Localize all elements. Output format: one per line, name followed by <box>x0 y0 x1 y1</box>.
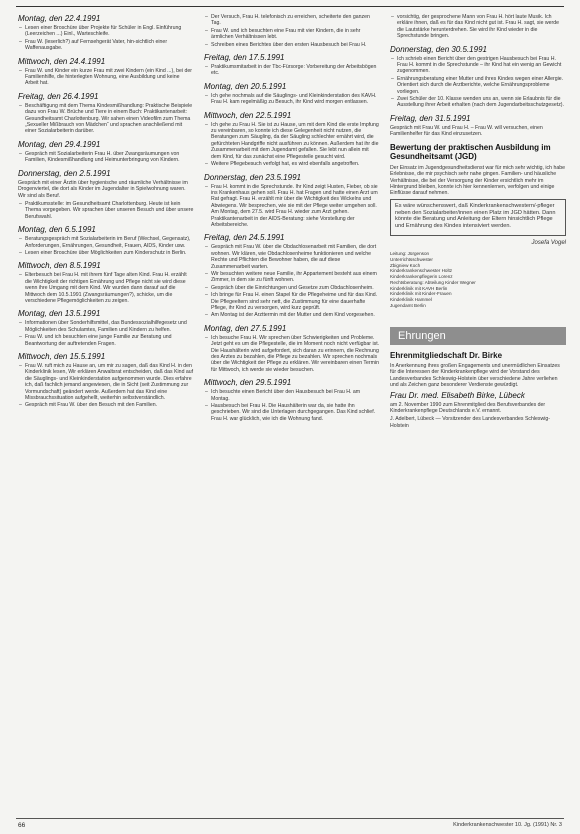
diary-entry <box>390 14 566 40</box>
column-left <box>18 14 194 414</box>
entry-date: Mittwoch, den 22.5.1991 <box>204 110 292 120</box>
entry-date: Freitag, den 24.5.1991 <box>204 233 285 243</box>
diary-entry <box>390 45 566 109</box>
credit-line: Kinderkrankenschwester Holtz <box>390 268 453 274</box>
diary-entry <box>18 92 194 135</box>
entry-item: – Schreiben eines Berichtes über den ersten Hausbesuch bei Frau H. <box>211 42 380 48</box>
entry-list <box>18 320 194 347</box>
diary-entry <box>18 140 194 164</box>
entry-list <box>390 56 566 109</box>
entry-item: – Der Versuch, Frau H. telefonisch zu erreichen, scheiterte den ganzen Tag. <box>211 14 380 27</box>
entry-item: – Frau W. und ich besuchten eine Frau mit vier Kindern, die in sehr ärmlichen Verhältnissen lebt. <box>211 28 380 41</box>
entry-list <box>204 64 380 77</box>
entry-item: – Gespräch über die Einrichtungen und Gesetze zum Obdachlosenheim. <box>211 285 380 291</box>
diary-entry <box>204 53 380 77</box>
diary-entry <box>390 114 566 138</box>
entry-list <box>18 25 194 52</box>
entry-list <box>204 184 380 229</box>
entry-item: – Frau H. kommt in die Sprechstunde. Ihr Kind zeigt Husten, Fieber, ob sie ins Krankenhaus gehen soll. Frau H. hat Fragen und hatte einen Arzt um Rat gefragt. Frau H. erzählt mir über die Wichtigkeit des Wickelns und Abwiegens. Wir besprechen, wie sie mit der Pflege weiter umgehen soll. Am Montag, dem 27.5. wird Frau H. wieder zum Arzt gehen. Praktikantenarbeit in der AIDS-Beratung: siehe Vorstellung der Arbeitsbereiche. <box>211 184 380 229</box>
diary-entry <box>204 173 380 229</box>
entry-date: Donnerstag, den 2.5.1991 <box>18 168 111 178</box>
entry-item: – Am Montag ist der Arzttermin mit der Mutter und dem Kind vorgesehen. <box>211 312 380 318</box>
entry-item: – Hausbesuch bei Frau H. Die Haushälterin war da, sie hatte ihn geschrieben. Wir sind die Unterlagen durchgegangen. Das Kind schlief. Frau H. war glücklich, wie ich die Wohnung fand. <box>211 403 380 422</box>
entry-date: Freitag, den 31.5.1991 <box>390 113 471 123</box>
diary-continuation <box>390 14 566 138</box>
entry-item: – Beratungsgespräch mit Sozialarbeiterin im Beruf (Wechsel, Gegensatz), Anforderungen, Ernährungen, Gesundheit, Frauen, AIDS, Kinder usw. <box>25 236 194 249</box>
credit-line: Kinderklinik mit Kinder-Frauen <box>390 291 452 297</box>
diary-entry <box>204 233 380 318</box>
entry-date: Mittwoch, den 24.4.1991 <box>18 56 106 66</box>
diary-entry <box>18 352 194 409</box>
entry-date: Donnerstag, den 30.5.1991 <box>390 44 487 54</box>
entry-paragraph: Gespräch mit Frau W. und Frau H. – Frau W. will versuchen, einen Familienhelfer für das Kind einzusetzen. <box>390 124 543 138</box>
entry-date: Montag, den 22.4.1991 <box>18 14 101 23</box>
credit-line: Zbigniew Koch <box>390 262 421 268</box>
entry-item: – Elterbesuch bei Frau H. mit ihrem fünf Tage alten Kind. Frau H. erzählt die Wichtigkeit der richtigen Ernährung und Pflege nicht sie wird diese wenn ihre Umgang mit dem Kind. Wir wurden dann darauf auf die Mittwoch dem 10.5.1991 (Zwangsräumungen?), schicke, um die verschiedene Pflegemöglichkeiten zu zeigen. <box>25 272 194 304</box>
entry-list <box>204 244 380 318</box>
entry-date: Montag, den 20.5.1991 <box>204 81 287 91</box>
entry-item: – Frau W. (leserlich?) auf Fernsehgerät Vater, hin-sichtlich einer Waffenausgabe. <box>25 39 194 52</box>
diary-entry <box>18 57 194 87</box>
entry-date: Montag, den 6.5.1991 <box>18 225 96 235</box>
entry-item: – Praktikumsmitarbeit in der Tbc-Fürsorge: Vorbereitung der Arbeitsbögen etc. <box>211 64 380 77</box>
entry-date: Montag, den 27.5.1991 <box>204 323 287 333</box>
credit-line: Kinderklinik mit KAVH Berlin <box>390 285 448 291</box>
entry-item: – Lesen einer Broschüre über Projekte für Schüler in Engl. Einführung (Leerzeichen ...) Einl., Warteschleife. <box>25 25 194 38</box>
entry-item: – Gespräch mit Frau W. über die Obdachlosenarbeit mit Familien, die dort wohnen. Wir klären, wie Obdachlosenheime funktionieren und welche Rechte und Pflichten die Bewohner haben, die auf diese Zusammenarbeit warten. <box>211 244 380 270</box>
column-right <box>390 14 566 431</box>
entry-list <box>204 389 380 422</box>
entry-date: Montag, den 13.5.1991 <box>18 309 101 319</box>
entry-date: Freitag, den 17.5.1991 <box>204 53 285 63</box>
signature: Josefa Vogel <box>531 239 566 246</box>
footer-publication: Kinderkrankenschwester 10. Jg. (1991) Nr. 3 <box>453 822 562 828</box>
ehrenmitglied-signoff: J. Adelbert, Lübeck — Vorsitzender des Landesverbandes Schleswig-Holstein <box>390 416 551 429</box>
entry-date: Mittwoch, den 15.5.1991 <box>18 352 106 361</box>
section-heading: Bewertung der praktischen Ausbildung im Gesundheitsamt (JGD) <box>390 142 551 162</box>
entry-list <box>18 363 194 409</box>
column-middle <box>204 14 380 427</box>
entry-list <box>18 103 194 135</box>
entry-item: – Weitere Pflegebesuch verfolgt hat, es wird ebenfalls angetroffen. <box>211 161 380 167</box>
entry-item: – Zwei Schüler der 10. Klasse wenden uns an, wenn sie Erlaubnis für die Ausstellung ihrer Arbeit erhalten (nach dem Jugendarbeitsschutzgesetz). <box>397 96 566 109</box>
entry-list <box>18 236 194 256</box>
diary-entry <box>18 169 194 220</box>
entry-paragraph: Gespräch mit einer Ärztin über hygienische und räumliche Verhältnisse im Drogenviertel, die dort als Kinder im Jugendalter in Spielwohnung waren. Wir sind als Beruf. <box>18 179 188 199</box>
entry-item: – Ich schrieb einen Bericht über den gestrigen Hausbesuch bei Frau H. Frau H. kommt in die Sprechstunde – ihr Kind hat ein wenig an Gewicht zugenommen. <box>397 56 566 75</box>
entry-item: – Wir besuchten weitere neue Familie, ihr Appartement besteht aus einem Zimmer, in dem sie zu fünft wohnen. <box>211 271 380 284</box>
footer-rule <box>16 818 564 819</box>
credit-line: Kinderklinik Hammel <box>390 297 432 303</box>
entry-list <box>18 68 194 87</box>
page-number: 66 <box>18 822 26 829</box>
diary-entry <box>204 378 380 422</box>
entry-item: – Frau W. ruft mich zu Hause an, um mir zu sagen, daß das Kind H. in den Kinderklinik lesen, Wir erklären Anwaltsrat entscheiden, daß das Kind auf die Säuglings- und Kleinkinderstation aufgenommen wurde. Dies erfahre ich, daß fachlich jemand angewiesen, die in Sicht (seit Zustimmung zur Vormundschaft) geändert werde. Außerdem hat das Kind eine Missbrauchssituation aufgehellt, weiterhin selbstverständlich. <box>25 363 194 401</box>
quote-text: Es wäre wünschenswert, daß Kinderkrankenschwestern/-pfleger neben den Sozialarbeiter/innen einen Platz im JGD hätten. Dann könnte die Beratung und Anleitung der Eltern hinsichtlich Pflege und Ernährung des Kindes intensiviert werden. <box>395 202 556 230</box>
entry-item: – Beschäftigung mit dem Thema Kindesmißhandlung: Praktische Beispiele dazu von Frau W. Brüche und Tiere in einem Buch: Praktikantenarbeit: Gesundheitsamt Charlottenburg. Wir sahen einen Videofilm zum Thema „Sexueller Mißbrauch von Mädchen“ und sprachen anschließend mit einer Sozialarbeiterin darüber. <box>25 103 194 135</box>
entry-item: – Lesen einer Broschüre über Möglichkeiten zum Kinderschutz in Berlin. <box>25 250 194 256</box>
diary-entry <box>18 225 194 256</box>
diary-entry <box>204 111 380 168</box>
entry-item: – Ich bringe für Frau H. einen Stapel für die Pflegeheime und für das Kind. Die Pflegeeltern sind sehr nett, die Zustimmung für eine dauerhafte Pflege, ihr Kind zu versorgen, wird kurz geprüft. <box>211 292 380 311</box>
credits-list <box>390 251 566 309</box>
entry-item: – Gespräch mit Sozialarbeiterin Frau H. über Zwangsräumungen von Familien, Kindesmißhandlung und Heimunterbringung von Kindern. <box>25 151 194 164</box>
entry-list <box>390 14 566 40</box>
entry-item: – Frau W. und Kinder ein kurze Frau mit zwei Kindern (ein Kind ...), bei der Familienhilfe, die hinterlegten Wohnung, eine Ausbildung und keine Arbeit hat. <box>25 68 194 87</box>
entry-item: – Informationen über Sonderhilfsmittel, das Bundessozialhilfegesetz und Möglichkeiten des Schulamtes, Familien und Kindern zu helfen. <box>25 320 194 333</box>
entry-item: – Ich gehe nochmals auf die Säuglings- und Kleinkinderstation des KAVH. Frau H. kam regelmäßig zu Besuch, ihr Kind wird morgen entlassen. <box>211 93 380 106</box>
entry-item: – Gespräch mit Frau W. über den Besuch mit den Familien. <box>25 402 194 408</box>
entry-list <box>18 151 194 164</box>
top-rule <box>16 6 564 7</box>
entry-item: – Praktikumsstelle: im Gesundheitsamt Charlottenburg. Heute ist kein Thema vorgegeben. Wir sprachen über unseren Besuch und über unsere Berufswahl. <box>25 201 194 220</box>
entry-date: Freitag, den 26.4.1991 <box>18 91 99 101</box>
section-text: Der Einsatz im Jugendgesundheitsdienst war für mich sehr wichtig, ich habe Erlebnisse, die mir psychisch sehr nahe gingen. Familien- und häusliche Verhältnisse, die bei der Versorgung der Kinder ersichtlich mehr im Hintergrund bleiben, konnte ich hier kennenlernen, verfolgen und einige Einflüsse darauf nehmen. <box>390 164 566 197</box>
entry-list <box>204 335 380 373</box>
ehrenmitglied-text: In Anerkennung ihres großen Engagements und unermüdlichen Einsatzes für die Interessen der Kinderkrankenpflege wird der Vorstand des Landesverbandes Schleswig-Holstein über verschiedene Jahre verliehen und als Zeichen ganz besonderer Verdienste gewürdigt. <box>390 362 560 389</box>
ehrenmitglied-name: Frau Dr. med. Elisabeth Birke, Lübeck <box>390 390 525 400</box>
entry-list <box>18 201 194 220</box>
entry-item: – Ich besuchte einen Bericht über den Hausbesuch bei Frau H. am Montag. <box>211 389 380 402</box>
entry-item: – Ernährungsberatung einer Mutter und ihres Kindes wegen einer Allergie. Orientiert sich durch die Arztberichte, welche Ernährungsprobleme vorliegen. <box>397 76 566 95</box>
entry-list <box>204 93 380 106</box>
ehrenmitglied-text-2: am 2. November 1990 zum Ehrenmitglied des Berufsverbandes der Kinderkrankenpflege Deutschlands e.V. ernannt. <box>390 401 546 414</box>
diary-entry <box>18 309 194 347</box>
entry-item: – Ich gehe zu Frau H. Sie ist zu Hause, um mit dem Kind die erste Impfung zu vereinbaren, so konnte ich diese Gelegenheit nicht nutzen, die Beratungen zum Säugling, da der Säugling schlechter ernährt wird, die gefürchteten Handgriffe nicht ausführen zu können. Außerdem hat ihr die Zusammenarbeit mit dem Jugendamt gefallen. Sie lebt nun allein mit dem Kind, für das zunächst eine Pflegestelle gesucht wird. <box>211 122 380 160</box>
entry-list <box>204 122 380 168</box>
diary-entry <box>204 324 380 373</box>
credit-line: Unterrichtsschwester <box>390 256 433 262</box>
entry-date: Mittwoch, den 29.5.1991 <box>204 378 292 388</box>
entry-date: Donnerstag, den 23.5.1991 <box>204 172 301 182</box>
entry-list <box>204 14 380 48</box>
diary-entry <box>18 261 194 304</box>
entry-date: Montag, den 29.4.1991 <box>18 139 101 149</box>
entry-item: – vorsichtig, der gesprochene Mann von Frau H. hört laute Musik. Ich erkläre ihnen, daß es für das Kind nicht gut ist. Frau H. sagt, sie werde die Lautstärke herunterdrehen. Sie wird ihr Kind wieder in die Sprechstunde bringen. <box>397 14 566 40</box>
credit-line: Rechtsberatung: Abteilung Kinder Wegner <box>390 279 476 285</box>
entry-item: – Frau W. und ich besuchten eine junge Familie zur Beratung und Beantwortung der auftretenden Fragen. <box>25 334 194 347</box>
diary-entry <box>204 82 380 106</box>
entry-item: – Ich besuche Frau H. Wir sprechen über Schwierigkeiten und Probleme. Jetzt geht es um die Pflegestelle, die im Moment noch nicht verfügbar ist. Die Haushälterin wird aufgefordert, sich daran zu erinnern, die Rechnung des Arztes zu bezahlen, die Pflege zu bezahlen. Wir sprechen nochmals über die Wichtigkeit der Pflege zu erklären. Wir vereinbaren einen Termin für Mittwoch, ich werde sie wieder besuchen. <box>211 335 380 373</box>
credit-line: Jugendamt Berlin <box>390 303 426 309</box>
quote-box <box>390 199 566 236</box>
diary-entry <box>18 14 194 52</box>
entry-date: Mittwoch, den 8.5.1991 <box>18 261 101 271</box>
ehrenmitglied-heading: Ehrenmitgliedschaft Dr. Birke <box>390 350 503 360</box>
entry-list <box>18 272 194 304</box>
credit-line: Leitung: Jürgenson <box>390 250 430 256</box>
credit-line: Kinderkrankenpflegerin Lorenz <box>390 274 453 280</box>
ehrungen-banner: Ehrungen <box>390 327 566 345</box>
diary-entry <box>204 14 380 48</box>
